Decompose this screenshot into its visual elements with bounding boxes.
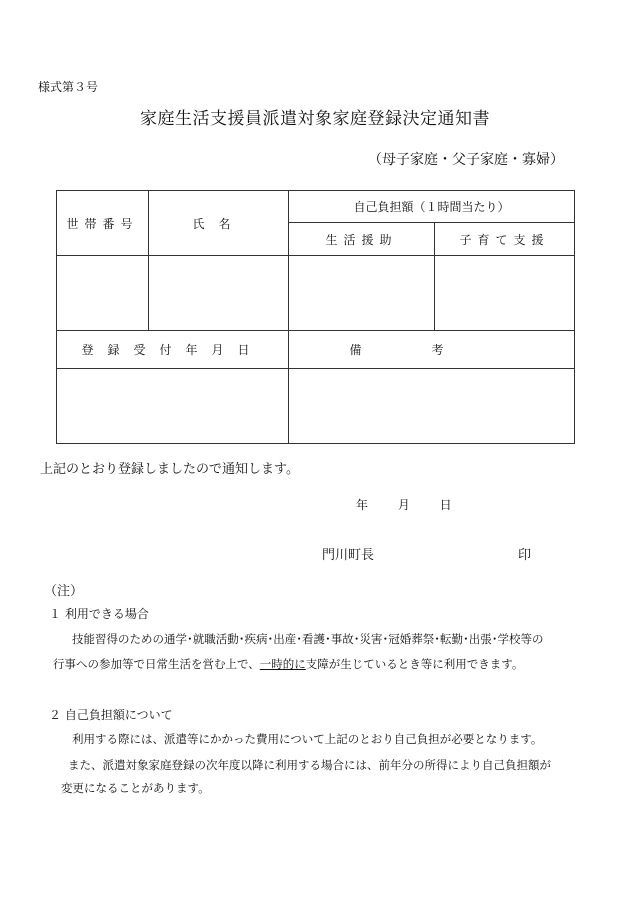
registration-table xyxy=(56,190,575,444)
cell-remarks[interactable] xyxy=(289,369,575,444)
section1-line1: 技能習得のための通学･就職活動･疾病･出産･看護･事故･災害･冠婚葬祭･転勤･出張･学校等の xyxy=(72,632,544,646)
section2-line3: 変更になることがあります。 xyxy=(61,781,210,795)
section2-title: ２ 自己負担額について xyxy=(49,708,173,722)
cell-child-support[interactable] xyxy=(435,256,575,331)
household-category: （母子家庭・父子家庭・寡婦） xyxy=(368,152,564,168)
header-name: 氏名 xyxy=(149,191,289,256)
header-household-number: 世帯番号 xyxy=(57,191,149,256)
section1-title: １ 利用できる場合 xyxy=(49,607,149,621)
header-life-support: 生活援助 xyxy=(289,223,435,256)
section1-line2-before: 行事への参加等で日常生活を営む上で、 xyxy=(53,657,260,671)
header-registration-date: 登録受付年月日 xyxy=(57,331,289,369)
form-number: 様式第３号 xyxy=(38,80,99,94)
seal-mark: 印 xyxy=(518,548,532,563)
document-title: 家庭生活支援員派遣対象家庭登録決定通知書 xyxy=(140,109,490,129)
cell-household-number[interactable] xyxy=(57,256,149,331)
section1-line2-after: 支障が生じているとき等に利用できます。 xyxy=(305,657,524,671)
header-remarks: 備考 xyxy=(289,331,575,369)
section1-line2-underlined: 一時的に xyxy=(259,657,306,671)
notice-text: 上記のとおり登録しましたので通知します。 xyxy=(40,462,299,477)
header-self-pay: 自己負担額（１時間当たり） xyxy=(289,191,575,223)
cell-life-support[interactable] xyxy=(289,256,435,331)
header-child-support: 子育て支援 xyxy=(435,223,575,256)
section2-line2: また、派遣対象家庭登録の次年度以降に利用する場合には、前年分の所得により自己負担額が xyxy=(68,758,551,772)
notes-heading: （注） xyxy=(44,584,84,599)
date-line: 年 月 日 xyxy=(356,498,452,512)
cell-name[interactable] xyxy=(149,256,289,331)
cell-registration-date[interactable] xyxy=(57,369,289,444)
mayor-signature: 門川町長 xyxy=(322,548,375,563)
section2-line1: 利用する際には、派遣等にかかった費用について上記のとおり自己負担が必要となります。 xyxy=(72,732,543,746)
section1-line2 xyxy=(53,656,523,672)
